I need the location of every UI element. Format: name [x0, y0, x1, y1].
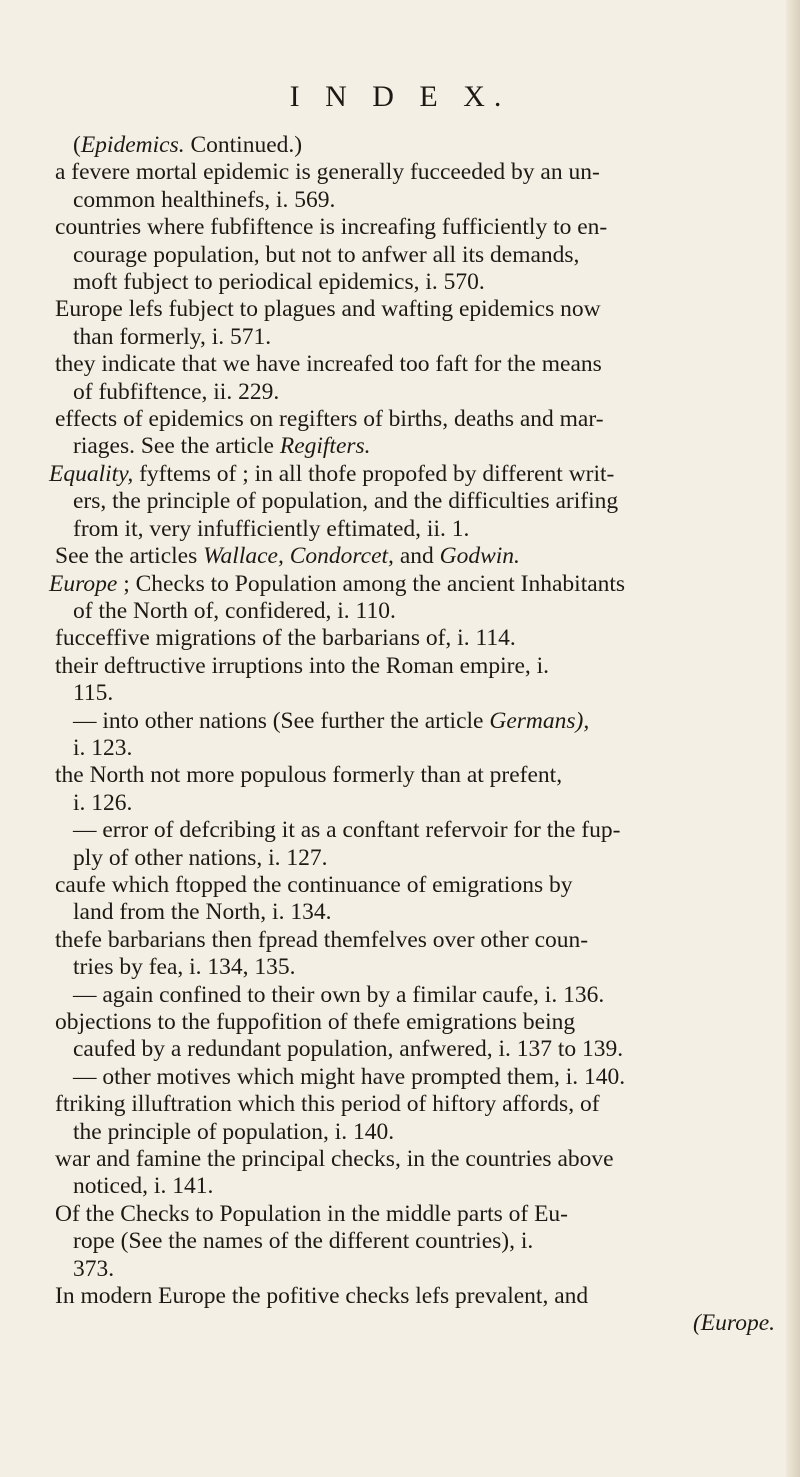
- index-entries: [49, 132, 795, 1338]
- index-line: caufed by a redundant population, anfwered, i. 137 to 139.: [73, 1036, 624, 1063]
- index-line: ply of other nations, i. 127.: [73, 844, 328, 871]
- index-line: ftriking illuftration which this period of hiftory affords, of: [55, 1091, 600, 1118]
- index-line: countries where fubfiftence is increafing fufficiently to en-: [55, 214, 608, 241]
- index-line: (Epidemics. Continued.): [73, 132, 303, 158]
- index-line: 373.: [73, 1255, 115, 1282]
- index-line: their deftructive irruptions into the Roman empire, i.: [55, 652, 550, 679]
- index-line: tries by fea, i. 134, 135.: [73, 954, 296, 981]
- index-line: war and famine the principal checks, in the countries above: [55, 1146, 614, 1173]
- catchword: (Europe.: [692, 1310, 775, 1337]
- index-line: — error of defcribing it as a conftant refervoir for the fup-: [73, 817, 621, 844]
- index-line: Europe lefs fubject to plagues and wafting epidemics now: [55, 296, 601, 323]
- index-line: Of the Checks to Population in the middle parts of Eu-: [55, 1200, 568, 1227]
- index-line: from it, very infufficiently eftimated, ii. 1.: [73, 515, 470, 542]
- index-line: the North not more populous formerly than at prefent,: [55, 762, 563, 789]
- index-line: i. 123.: [73, 734, 133, 761]
- index-line: — again confined to their own by a fimilar caufe, i. 136.: [73, 981, 605, 1008]
- index-line: rope (See the names of the different countries), i.: [73, 1228, 534, 1255]
- index-line: i. 126.: [73, 789, 133, 816]
- index-line: 115.: [73, 680, 114, 707]
- index-line: a fevere mortal epidemic is generally fucceeded by an un-: [55, 159, 600, 186]
- index-line: — other motives which might have prompted them, i. 140.: [73, 1063, 626, 1090]
- index-line: effects of epidemics on regifters of births, deaths and mar-: [55, 406, 604, 433]
- index-line: the principle of population, i. 140.: [73, 1118, 395, 1145]
- index-line: of fubfiftence, ii. 229.: [73, 378, 280, 405]
- index-line: thefe barbarians then fpread themfelves over other coun-: [55, 926, 589, 953]
- index-line: fucceffive migrations of the barbarians of, i. 114.: [55, 625, 516, 652]
- index-line: caufe which ftopped the continuance of emigrations by: [55, 871, 573, 898]
- index-line: common healthinefs, i. 569.: [73, 186, 336, 213]
- index-line: In modern Europe the pofitive checks lefs prevalent, and: [55, 1283, 589, 1310]
- index-line: Equality, fyftems of ; in all thofe propofed by different writ-: [49, 460, 615, 487]
- index-line: they indicate that we have increafed too faft for the means: [55, 351, 602, 378]
- index-line: See the articles Wallace, Condorcet, and Godwin.: [55, 543, 520, 570]
- index-line: land from the North, i. 134.: [73, 899, 332, 926]
- index-line: courage population, but not to anfwer all its demands,: [73, 241, 580, 268]
- index-line: Europe ; Checks to Population among the ancient Inhabitants: [49, 570, 626, 597]
- index-line: than formerly, i. 571.: [73, 323, 272, 350]
- index-line: of the North of, confidered, i. 110.: [73, 597, 396, 624]
- index-line: — into other nations (See further the article Germans),: [73, 707, 590, 734]
- index-line: objections to the fuppofition of thefe emigrations being: [55, 1009, 576, 1035]
- index-line: moft fubject to periodical epidemics, i. 570.: [73, 269, 485, 296]
- page-title: I N D E X.: [289, 80, 511, 113]
- index-line: riages. See the article Regifters.: [73, 433, 371, 460]
- index-line: ers, the principle of population, and the difficulties arifing: [73, 488, 619, 515]
- index-line: noticed, i. 141.: [73, 1173, 214, 1200]
